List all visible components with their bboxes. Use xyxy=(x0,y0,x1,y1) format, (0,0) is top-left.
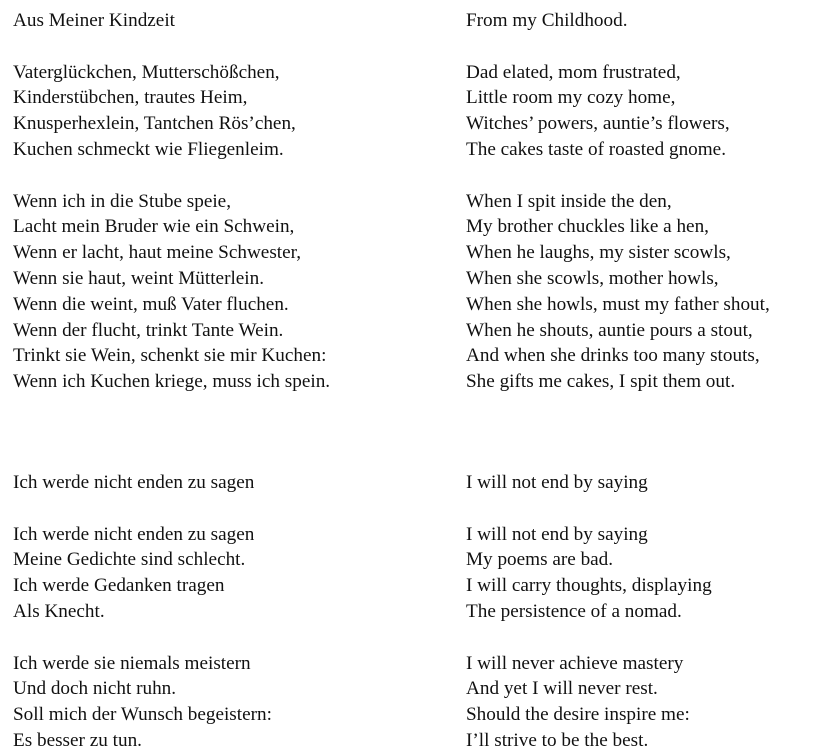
poem-line: Ich werde Gedanken tragen xyxy=(13,575,225,597)
poem-line: Meine Gedichte sind schlecht. xyxy=(13,549,246,571)
poem-title: From my Childhood. xyxy=(466,10,628,31)
poem-line: Ich werde sie niemals meistern xyxy=(13,652,251,674)
poem-line: When he shouts, auntie pours a stout, xyxy=(466,319,753,341)
poem-line: Es besser zu tun. xyxy=(13,729,142,751)
poem-line: I will carry thoughts, displaying xyxy=(466,575,712,597)
poem-line: Kinderstübchen, trautes Heim, xyxy=(13,87,248,109)
poem-line: Little room my cozy home, xyxy=(466,87,676,109)
poem-line: Wenn ich in die Stube speie, xyxy=(13,190,231,212)
poem-line: When she howls, must my father shout, xyxy=(466,293,770,315)
poem-line: My brother chuckles like a hen, xyxy=(466,216,709,238)
poem-line: The persistence of a nomad. xyxy=(466,600,682,622)
poem-1-german xyxy=(13,8,330,395)
poem-2-german xyxy=(13,470,272,754)
poem-line: Vaterglückchen, Mutterschößchen, xyxy=(13,61,280,83)
poem-2-english xyxy=(466,470,712,754)
poem-line: When I spit inside the den, xyxy=(466,190,672,212)
poem-line: And yet I will never rest. xyxy=(466,678,658,700)
poem-line: I will not end by saying xyxy=(466,523,648,545)
poem-line: My poems are bad. xyxy=(466,549,614,571)
poem-1-english xyxy=(466,8,770,395)
poem-line: Als Knecht. xyxy=(13,600,105,622)
poem-line: Soll mich der Wunsch begeistern: xyxy=(13,704,272,726)
poem-title: Aus Meiner Kindzeit xyxy=(13,10,175,31)
poem-line: Trinkt sie Wein, schenkt sie mir Kuchen: xyxy=(13,345,327,367)
poem-line: Ich werde nicht enden zu sagen xyxy=(13,523,255,545)
poem-line: Kuchen schmeckt wie Fliegenleim. xyxy=(13,138,284,160)
poem-line: Wenn die weint, muß Vater fluchen. xyxy=(13,293,289,315)
poem-line: I will never achieve mastery xyxy=(466,652,684,674)
poem-line: The cakes taste of roasted gnome. xyxy=(466,138,726,160)
poem-line: Wenn ich Kuchen kriege, muss ich spein. xyxy=(13,371,331,393)
poem-line: Wenn der flucht, trinkt Tante Wein. xyxy=(13,319,284,341)
poem-line: I’ll strive to be the best. xyxy=(466,729,649,751)
poem-line: Und doch nicht ruhn. xyxy=(13,678,177,700)
poem-line: Dad elated, mom frustrated, xyxy=(466,61,681,83)
poem-line: And when she drinks too many stouts, xyxy=(466,345,760,367)
poem-line: Knusperhexlein, Tantchen Rös’chen, xyxy=(13,113,296,135)
poem-line: When she scowls, mother howls, xyxy=(466,267,719,289)
poem-line: Wenn er lacht, haut meine Schwester, xyxy=(13,242,302,264)
poem-line: When he laughs, my sister scowls, xyxy=(466,242,731,264)
poem-line: She gifts me cakes, I spit them out. xyxy=(466,371,736,393)
poem-line: Lacht mein Bruder wie ein Schwein, xyxy=(13,216,295,238)
poem-title: I will not end by saying xyxy=(466,472,648,493)
poem-line: Wenn sie haut, weint Mütterlein. xyxy=(13,267,265,289)
poem-line: Witches’ powers, auntie’s flowers, xyxy=(466,113,730,135)
poem-line: Should the desire inspire me: xyxy=(466,704,690,726)
poem-title: Ich werde nicht enden zu sagen xyxy=(13,472,255,493)
